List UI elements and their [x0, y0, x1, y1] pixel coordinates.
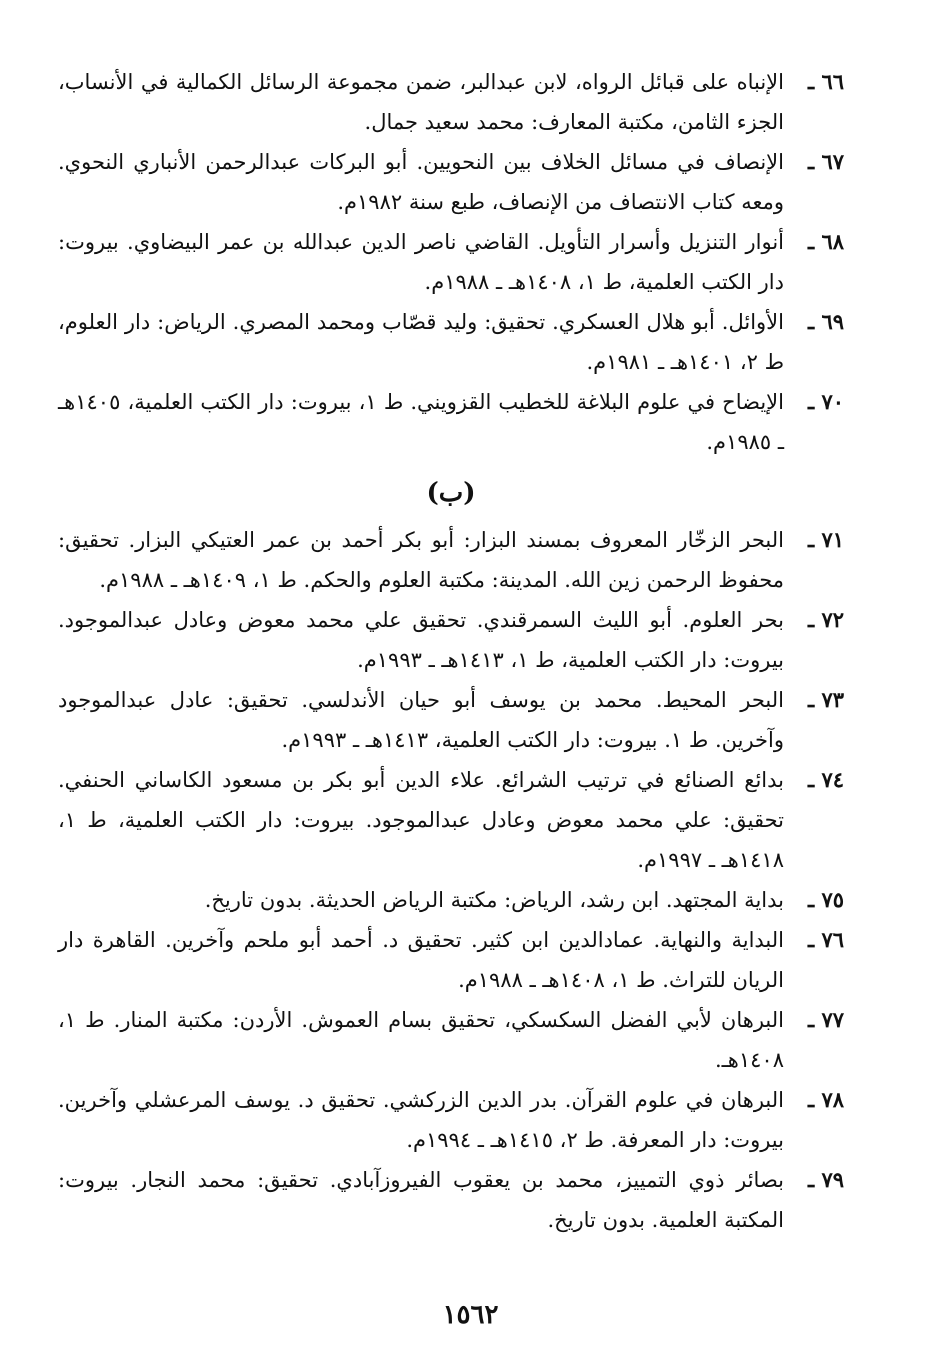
entry-text: البحر المحيط. محمد بن يوسف أبو حيان الأندلسي. تحقيق: عادل عبدالموجود وآخرين. ط ١. بيروت: دار الكتب العلمية، ١٤١٣هـ ـ ١٩٩٣م.: [58, 688, 784, 752]
entries-section-alif: [58, 62, 844, 462]
entry-text: أنوار التنزيل وأسرار التأويل. القاضي ناصر الدين عبدالله بن عمر البيضاوي. بيروت: دار الكتب العلمية، ط ١، ١٤٠٨هـ ـ ١٩٨٨م.: [58, 230, 784, 294]
entry-text: الإيضاح في علوم البلاغة للخطيب القزويني. ط ١، بيروت: دار الكتب العلمية، ١٤٠٥هـ ـ ١٩٨٥م.: [58, 390, 784, 454]
entry-number: ٧٣ ـ: [807, 687, 844, 712]
entry-number: ٧٩ ـ: [807, 1167, 844, 1192]
entries-section-ba: [58, 520, 844, 1240]
bibliography-entry: [58, 520, 844, 600]
entry-number: ٦٦ ـ: [807, 69, 844, 94]
entry-number: ٧٨ ـ: [807, 1087, 844, 1112]
entry-number: ٦٩ ـ: [807, 309, 844, 334]
bibliography-entry: [58, 1080, 844, 1160]
entry-text: بدائع الصنائع في ترتيب الشرائع. علاء الدين أبو بكر بن مسعود الكاساني الحنفي. تحقيق: علي محمد معوض وعادل عبدالموجود. بيروت: دار الكتب العلمية، ط ١، ١٤١٨هـ ـ ١٩٩٧م.: [58, 768, 784, 872]
entry-number: ٧٦ ـ: [807, 927, 844, 952]
entry-text: الأوائل. أبو هلال العسكري. تحقيق: وليد قصّاب ومحمد المصري. الرياض: دار العلوم، ط ٢، ١٤٠١هـ ـ ١٩٨١م.: [58, 310, 784, 374]
entry-text: الإنباه على قبائل الرواه، لابن عبدالبر، ضمن مجموعة الرسائل الكمالية في الأنساب، الجزء الثامن، مكتبة المعارف: محمد سعيد جمال.: [58, 70, 784, 134]
bibliography-entry: [58, 142, 844, 222]
bibliography-page: [58, 62, 844, 1240]
entry-number: ٧٤ ـ: [807, 767, 844, 792]
entry-number: ٧٧ ـ: [807, 1007, 844, 1032]
page-number: ١٥٦٢: [442, 1300, 499, 1330]
bibliography-entry: [58, 760, 844, 880]
bibliography-entry: [58, 1160, 844, 1240]
entry-text: الإنصاف في مسائل الخلاف بين النحويين. أبو البركات عبدالرحمن الأنباري النحوي. ومعه كتاب الانتصاف من الإنصاف، طبع سنة ١٩٨٢م.: [58, 150, 784, 214]
entry-text: البرهان لأبي الفضل السكسكي، تحقيق بسام العموش. الأردن: مكتبة المنار. ط ١، ١٤٠٨هـ.: [58, 1008, 784, 1072]
entry-text: البداية والنهاية. عمادالدين ابن كثير. تحقيق د. أحمد أبو ملحم وآخرين. القاهرة دار الريان للتراث. ط ١، ١٤٠٨هـ ـ ١٩٨٨م.: [58, 928, 784, 992]
bibliography-entry: [58, 680, 844, 760]
bibliography-entry: [58, 382, 844, 462]
bibliography-entry: [58, 62, 844, 142]
entry-text: البرهان في علوم القرآن. بدر الدين الزركشي. تحقيق د. يوسف المرعشلي وآخرين. بيروت: دار المعرفة. ط ٢، ١٤١٥هـ ـ ١٩٩٤م.: [58, 1088, 784, 1152]
entry-number: ٧١ ـ: [807, 527, 844, 552]
entry-number: ٧٠ ـ: [807, 389, 844, 414]
bibliography-entry: [58, 302, 844, 382]
entry-text: بداية المجتهد. ابن رشد، الرياض: مكتبة الرياض الحديثة. بدون تاريخ.: [204, 888, 784, 912]
bibliography-entry: [58, 920, 844, 1000]
entry-text: البحر الزخّار المعروف بمسند البزار: أبو بكر أحمد بن عمر العتيكي البزار. تحقيق: محفوظ الرحمن زين الله. المدينة: مكتبة العلوم والحكم. ط ١، ١٤٠٩هـ ـ ١٩٨٨م.: [58, 528, 784, 592]
entry-text: بحر العلوم. أبو الليث السمرقندي. تحقيق علي محمد معوض وعادل عبدالموجود. بيروت: دار الكتب العلمية، ط ١، ١٤١٣هـ ـ ١٩٩٣م.: [58, 608, 784, 672]
bibliography-entry: [58, 600, 844, 680]
bibliography-entry: [58, 1000, 844, 1080]
bibliography-entry: [58, 222, 844, 302]
bibliography-entry: [58, 880, 844, 920]
entry-number: ٧٥ ـ: [807, 887, 844, 912]
entry-text: بصائر ذوي التمييز، محمد بن يعقوب الفيروزآبادي. تحقيق: محمد النجار. بيروت: المكتبة العلمية. بدون تاريخ.: [58, 1168, 784, 1232]
section-heading-ba: (ب): [426, 478, 476, 508]
entry-number: ٦٨ ـ: [807, 229, 844, 254]
entry-number: ٧٢ ـ: [807, 607, 844, 632]
entry-number: ٦٧ ـ: [807, 149, 844, 174]
